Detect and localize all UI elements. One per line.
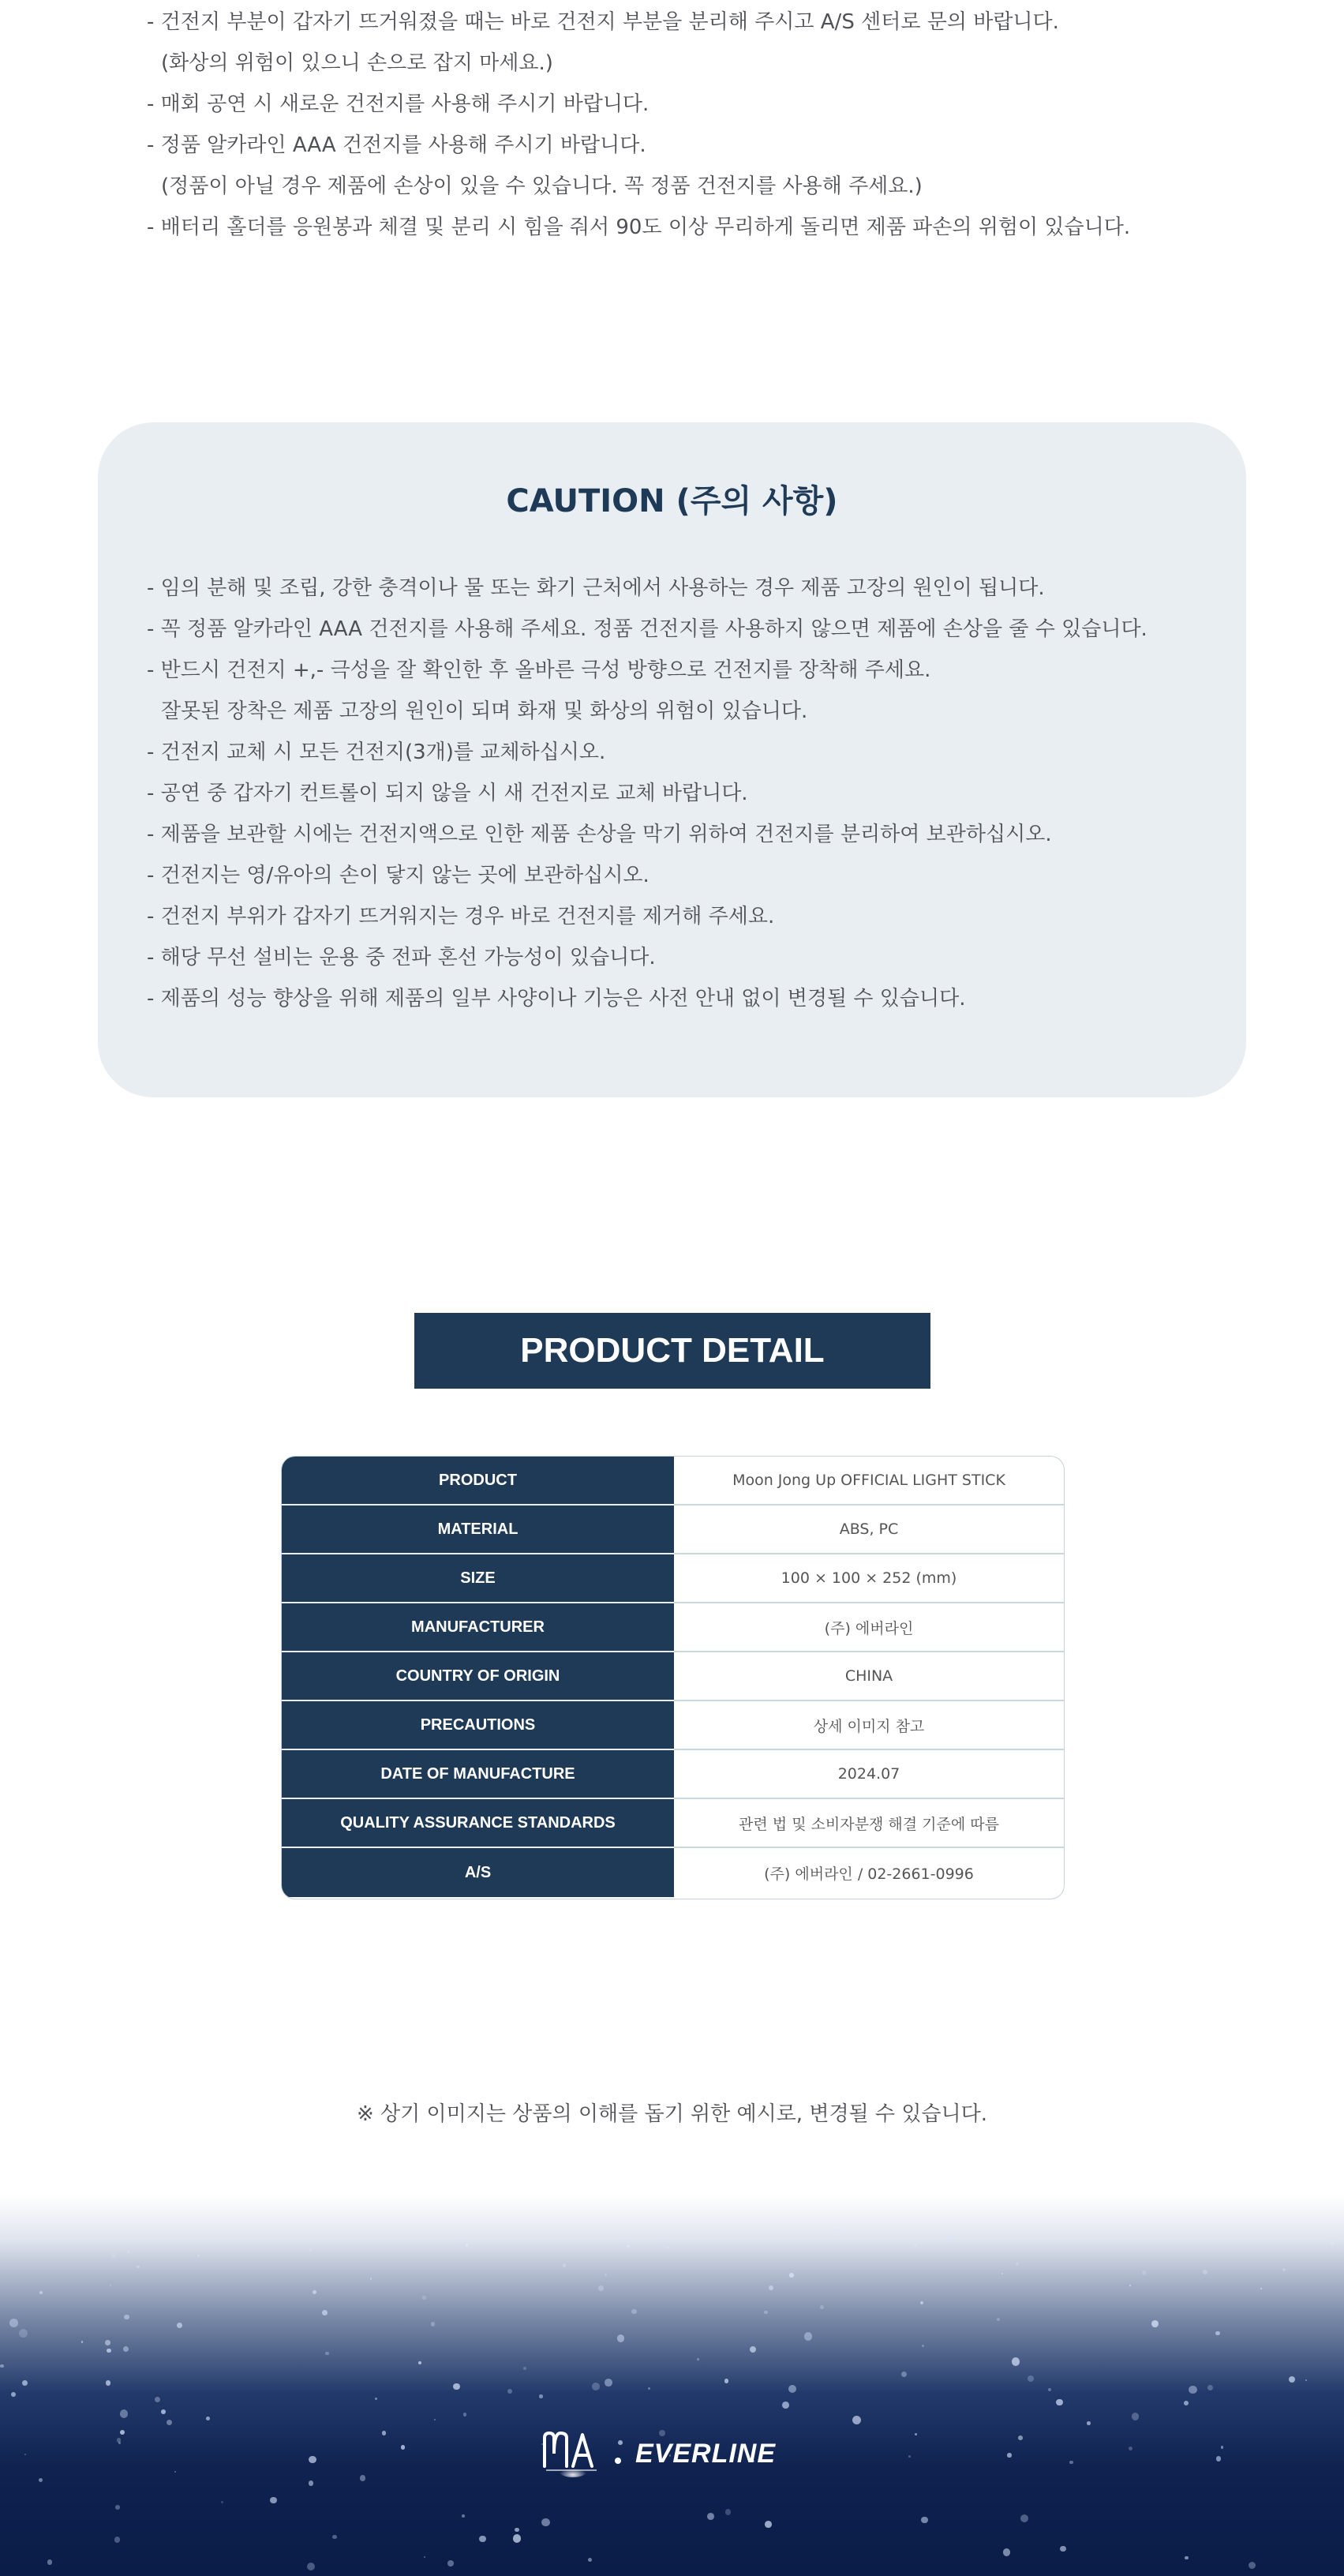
spec-label: SIZE	[282, 1554, 674, 1603]
star-sparkle	[1142, 2270, 1147, 2275]
star-sparkle	[105, 2340, 110, 2345]
star-sparkle	[309, 2480, 313, 2485]
star-sparkle	[466, 2244, 469, 2247]
star-sparkle	[1207, 2385, 1213, 2390]
star-sparkle	[431, 2322, 435, 2326]
star-sparkle	[1189, 2386, 1197, 2394]
star-sparkle	[618, 2440, 623, 2445]
star-sparkle	[1184, 2401, 1189, 2405]
star-sparkle	[453, 2383, 460, 2390]
star-sparkle	[1305, 2379, 1308, 2382]
star-sparkle	[1060, 2546, 1066, 2552]
star-sparkle	[177, 2323, 182, 2328]
star-sparkle	[605, 2274, 607, 2276]
star-sparkle	[1069, 2461, 1073, 2465]
star-sparkle	[914, 2243, 917, 2246]
star-sparkle	[1016, 2262, 1019, 2265]
star-sparkle	[39, 2291, 43, 2294]
star-sparkle	[725, 2509, 732, 2515]
star-sparkle	[137, 2266, 140, 2269]
star-sparkle	[997, 2318, 1000, 2321]
star-sparkle	[370, 2278, 373, 2280]
caution-title: CAUTION (주의 사항)	[506, 483, 838, 519]
star-sparkle	[598, 2285, 604, 2291]
product-detail-heading: PRODUCT DETAIL	[414, 1313, 930, 1389]
star-sparkle	[804, 2332, 812, 2340]
star-sparkle	[118, 2442, 121, 2444]
spec-value: 100 × 100 × 252 (mm)	[674, 1554, 1064, 1603]
star-sparkle	[541, 2518, 550, 2527]
star-sparkle	[769, 2285, 773, 2290]
star-sparkle	[127, 2251, 129, 2253]
footer-starfield	[0, 2195, 1344, 2576]
star-sparkle	[167, 2420, 172, 2425]
image-disclaimer: ※ 상기 이미지는 상품의 이해를 돕기 위한 예시로, 변경될 수 있습니다.	[356, 2102, 988, 2126]
star-sparkle	[627, 2244, 630, 2248]
star-sparkle	[947, 2237, 951, 2240]
star-sparkle	[605, 2379, 612, 2387]
star-sparkle	[332, 2535, 336, 2539]
star-sparkle	[1007, 2453, 1012, 2458]
table-row	[282, 1701, 1064, 1750]
star-sparkle	[322, 2310, 328, 2315]
star-sparkle	[161, 2409, 166, 2414]
table-row	[282, 1457, 1064, 1505]
star-sparkle	[1048, 2388, 1051, 2391]
star-sparkle	[81, 2341, 83, 2342]
star-sparkle	[24, 2454, 26, 2455]
star-sparkle	[0, 2364, 4, 2368]
spec-value: 상세 이미지 참고	[674, 1701, 1064, 1750]
spec-label: DATE OF MANUFACTURE	[282, 1750, 674, 1799]
star-sparkle	[120, 2409, 128, 2417]
star-sparkle	[1260, 2288, 1262, 2289]
star-sparkle	[447, 2560, 453, 2566]
star-sparkle	[163, 2231, 166, 2233]
star-sparkle	[707, 2513, 714, 2520]
star-sparkle	[325, 2352, 328, 2355]
star-sparkle	[307, 2563, 315, 2570]
table-row	[282, 1750, 1064, 1799]
star-sparkle	[106, 2380, 111, 2386]
caution-item: - 건전지 부위가 갑자기 뜨거워지는 경우 바로 건전지를 제거해 주세요.	[147, 905, 775, 928]
star-sparkle	[765, 2521, 772, 2528]
table-row	[282, 1652, 1064, 1701]
star-sparkle	[920, 2301, 923, 2304]
star-sparkle	[617, 2334, 624, 2342]
caution-item: - 반드시 건전지 +,- 극성을 잘 확인한 후 올바른 극성 방향으로 건전지를 장착해 주세요.	[147, 658, 931, 682]
star-sparkle	[418, 2361, 421, 2364]
star-sparkle	[782, 2402, 789, 2409]
star-sparkle	[1282, 2268, 1286, 2271]
star-sparkle	[206, 2417, 210, 2420]
spec-label: PRODUCT	[282, 1457, 674, 1505]
star-sparkle	[588, 2558, 592, 2562]
table-row	[282, 1603, 1064, 1652]
star-sparkle	[424, 2556, 425, 2558]
caution-item: - 공연 중 갑자기 컨트롤이 되지 않을 시 새 건전지로 교체 바랍니다.	[147, 782, 748, 805]
star-sparkle	[648, 2387, 650, 2390]
star-sparkle	[921, 2517, 928, 2524]
caution-item: - 제품의 성능 향상을 위해 제품의 일부 사양이나 기능은 사전 안내 없이 변경될 수 있습니다.	[147, 987, 966, 1011]
star-sparkle	[155, 2397, 160, 2402]
logo-separator	[615, 2458, 621, 2464]
star-sparkle	[1018, 2435, 1023, 2440]
table-row	[282, 1554, 1064, 1603]
spec-value: CHINA	[674, 1652, 1064, 1701]
table-row	[282, 1799, 1064, 1848]
star-sparkle	[19, 2329, 28, 2338]
star-sparkle	[1003, 2548, 1011, 2556]
star-sparkle	[915, 2433, 917, 2435]
star-sparkle	[1132, 2413, 1139, 2420]
star-sparkle	[1249, 2562, 1256, 2569]
star-sparkle	[270, 2497, 276, 2503]
star-sparkle	[120, 2430, 125, 2435]
everline-logo: EVERLINE	[635, 2439, 777, 2469]
spec-value: (주) 에버라인	[674, 1603, 1064, 1652]
spec-label: MATERIAL	[282, 1505, 674, 1554]
star-sparkle	[515, 2528, 519, 2533]
spec-value: 2024.07	[674, 1750, 1064, 1799]
table-row	[282, 1505, 1064, 1554]
star-sparkle	[523, 2367, 526, 2370]
spec-label: COUNTRY OF ORIGIN	[282, 1652, 674, 1701]
star-sparkle	[1012, 2357, 1020, 2365]
star-sparkle	[1001, 2273, 1003, 2274]
star-sparkle	[174, 2471, 176, 2473]
star-sparkle	[313, 2290, 316, 2294]
star-sparkle	[309, 2248, 313, 2252]
product-spec-table	[281, 1456, 1065, 1899]
star-sparkle	[1129, 2285, 1131, 2286]
star-sparkle	[124, 2315, 129, 2319]
star-sparkle	[434, 2419, 436, 2420]
star-sparkle	[1221, 2446, 1223, 2448]
spec-label: PRECAUTIONS	[282, 1701, 674, 1750]
battery-note: - 정품 알카라인 AAA 건전지를 사용해 주시기 바랍니다.	[147, 133, 646, 157]
star-sparkle	[114, 2537, 120, 2542]
caution-item: - 건전지 교체 시 모든 건전지(3개)를 교체하십시오.	[147, 741, 606, 764]
star-sparkle	[666, 2246, 668, 2248]
star-sparkle	[22, 2380, 28, 2386]
star-sparkle	[39, 2478, 43, 2482]
star-sparkle	[1289, 2376, 1295, 2383]
caution-item: 잘못된 장착은 제품 고장의 원인이 되며 화재 및 화상의 위험이 있습니다.	[161, 699, 808, 723]
star-sparkle	[111, 2253, 116, 2258]
star-sparkle	[107, 2349, 110, 2353]
caution-item: - 임의 분해 및 조립, 강한 충격이나 물 또는 화기 근처에서 사용하는 경우 제품 고장의 원인이 됩니다.	[147, 576, 1045, 600]
star-sparkle	[820, 2305, 824, 2309]
star-sparkle	[1185, 2556, 1189, 2560]
star-sparkle	[789, 2273, 794, 2278]
battery-note: (정품이 아닐 경우 제품에 손상이 있을 수 있습니다. 꼭 정품 건전지를 사용해 주세요.)	[161, 174, 923, 198]
spec-label: A/S	[282, 1848, 674, 1897]
star-sparkle	[922, 2345, 924, 2347]
star-sparkle	[1020, 2514, 1029, 2523]
star-sparkle	[563, 2263, 566, 2267]
battery-note: - 매회 공연 시 새로운 건전지를 사용해 주시기 바랍니다.	[147, 92, 650, 116]
star-sparkle	[539, 2394, 542, 2398]
star-sparkle	[901, 2372, 907, 2377]
star-sparkle	[463, 2413, 467, 2417]
star-sparkle	[1216, 2456, 1221, 2461]
battery-note: (화상의 위험이 있으니 손으로 잡지 마세요.)	[161, 51, 553, 75]
star-sparkle	[375, 2398, 376, 2399]
battery-note: - 건전지 부분이 갑자기 뜨거워졌을 때는 바로 건전지 부분을 분리해 주시고 A/S 센터로 문의 바랍니다.	[147, 10, 1059, 34]
star-sparkle	[825, 2233, 829, 2236]
star-sparkle	[401, 2445, 405, 2449]
star-sparkle	[750, 2346, 756, 2353]
ma-logo	[541, 2430, 605, 2477]
star-sparkle	[422, 2296, 426, 2300]
star-sparkle	[197, 2255, 200, 2257]
star-sparkle	[1151, 2320, 1159, 2327]
caution-item: - 꼭 정품 알카라인 AAA 건전지를 사용해 주세요. 정품 건전지를 사용하지 않으면 제품에 손상을 줄 수 있습니다.	[147, 617, 1147, 641]
table-row	[282, 1848, 1064, 1897]
star-sparkle	[697, 2358, 699, 2360]
star-sparkle	[764, 2311, 768, 2315]
caution-item: - 해당 무선 설비는 운용 중 전파 혼선 가능성이 있습니다.	[147, 946, 656, 969]
star-sparkle	[360, 2475, 366, 2481]
star-sparkle	[309, 2456, 316, 2464]
star-sparkle	[592, 2383, 600, 2390]
star-sparkle	[462, 2514, 465, 2518]
star-sparkle	[616, 2226, 619, 2229]
star-sparkle	[513, 2534, 522, 2543]
star-sparkle	[110, 2285, 111, 2286]
spec-value: ABS, PC	[674, 1505, 1064, 1554]
star-sparkle	[507, 2389, 512, 2394]
caution-item: - 제품을 보관할 시에는 건전지액으로 인한 제품 손상을 막기 위하여 건전지를 분리하여 보관하십시오.	[147, 823, 1052, 846]
star-sparkle	[1129, 2447, 1133, 2451]
star-sparkle	[908, 2455, 911, 2458]
star-sparkle	[1203, 2270, 1207, 2274]
spec-value: (주) 에버라인 / 02-2661-0996	[764, 1865, 974, 1883]
star-sparkle	[47, 2559, 53, 2565]
star-sparkle	[1215, 2331, 1219, 2335]
star-sparkle	[631, 2309, 636, 2314]
star-sparkle	[835, 2228, 840, 2233]
star-sparkle	[115, 2505, 120, 2510]
star-sparkle	[479, 2536, 485, 2542]
star-sparkle	[123, 2346, 129, 2353]
battery-note: - 배터리 홀더를 응원봉과 체결 및 분리 시 힘을 줘서 90도 이상 무리하게 돌리면 제품 파손의 위험이 있습니다.	[147, 216, 1131, 239]
star-sparkle	[1087, 2421, 1091, 2425]
spec-label: MANUFACTURER	[282, 1603, 674, 1652]
star-sparkle	[724, 2379, 728, 2383]
spec-value: Moon Jong Up OFFICIAL LIGHT STICK	[674, 1457, 1064, 1505]
star-sparkle	[1028, 2375, 1034, 2382]
star-sparkle	[1330, 2241, 1335, 2246]
spec-label: QUALITY ASSURANCE STANDARDS	[282, 1799, 674, 1848]
star-sparkle	[382, 2431, 387, 2435]
star-sparkle	[788, 2385, 796, 2393]
star-sparkle	[852, 2416, 861, 2424]
caution-item: - 건전지는 영/유아의 손이 닿지 않는 곳에 보관하십시오.	[147, 864, 650, 887]
star-sparkle	[659, 2430, 665, 2436]
star-sparkle	[1056, 2399, 1062, 2405]
star-sparkle	[221, 2501, 223, 2503]
star-sparkle	[11, 2392, 16, 2397]
spec-value: 관련 법 및 소비자분쟁 해결 기준에 따름	[674, 1799, 1064, 1848]
star-sparkle	[9, 2319, 18, 2327]
